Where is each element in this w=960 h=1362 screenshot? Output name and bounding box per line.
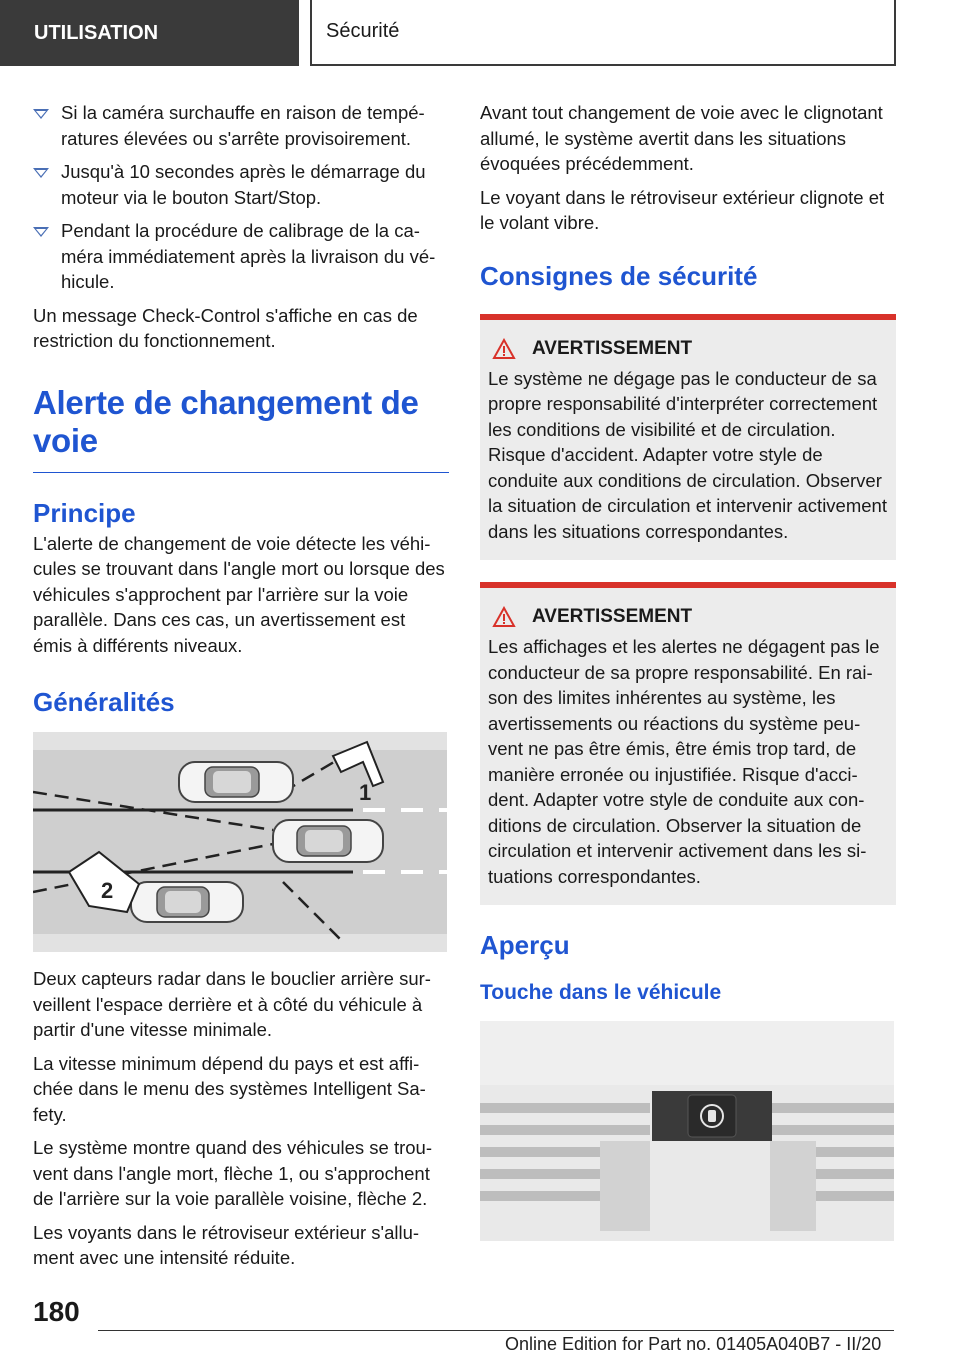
warning-text: Le système ne dégage pas le conducteur de sa propre responsabilité d'interpréter correctement les conditions de visibilité et de circulation. Risque d'accident. Adapter votre style de conduite aux conditions de circulation. Observer la situation de circulation et intervenir activement dans les situations correspondantes. bbox=[488, 367, 887, 542]
condition-list bbox=[33, 100, 449, 295]
apercu-heading: Aperçu bbox=[480, 930, 570, 960]
paragraph: Le voyant dans le rétroviseur extérieur clignote et le volant vibre. bbox=[480, 186, 885, 233]
list-item: Jusqu'à 10 secondes après le démarrage du moteur via le bouton Start/Stop. bbox=[33, 159, 449, 210]
vehicle-button-photo bbox=[480, 1021, 894, 1241]
left-column bbox=[33, 100, 449, 1279]
paragraph: Avant tout changement de voie avec le clignotant allumé, le système avertit dans les situations évoquées précédemment. bbox=[480, 102, 883, 174]
edition-text: Online Edition for Part no. 01405A040B7 - II/20 bbox=[505, 1334, 882, 1354]
triangle-bullet-icon bbox=[33, 227, 49, 237]
generalites-heading: Généralités bbox=[33, 687, 175, 717]
paragraph: Le système montre quand des véhicules se trouvent dans l'angle mort, flèche 1, ou s'approchent de l'arrière sur la voie parallèle voisine, flèche 2. bbox=[33, 1137, 432, 1209]
checkcontrol-text: Un message Check-Control s'affiche en cas de restriction du fonctionnement. bbox=[33, 304, 418, 351]
car-top bbox=[179, 762, 293, 802]
warning-title: AVERTISSEMENT bbox=[532, 606, 693, 627]
warning-title: AVERTISSEMENT bbox=[532, 337, 693, 359]
car-bottom bbox=[131, 882, 243, 922]
warning-box bbox=[480, 582, 896, 905]
chapter-tab: Sécurité bbox=[310, 0, 896, 66]
footer-divider bbox=[98, 1330, 894, 1331]
warning-box bbox=[480, 314, 896, 561]
right-column bbox=[480, 100, 896, 1255]
warning-triangle-icon bbox=[492, 338, 516, 360]
car-ego bbox=[273, 820, 383, 862]
section-tab: UTILISATION bbox=[0, 0, 299, 66]
svg-text:2: 2 bbox=[101, 878, 114, 903]
touche-heading: Touche dans le véhicule bbox=[480, 981, 722, 1004]
principe-text: L'alerte de changement de voie détecte les véhicules se trouvant dans l'angle mort ou lorsque des véhicules s'approchent par l'arrière sur la voie parallèle. Dans ces cas, un avertissement est émis à différents niveaux. bbox=[33, 532, 445, 656]
svg-text:1: 1 bbox=[359, 780, 372, 805]
page-title: Alerte de changement de voie bbox=[33, 384, 449, 473]
lane-change-illustration bbox=[33, 732, 447, 952]
principe-heading: Principe bbox=[33, 497, 136, 528]
list-item: Pendant la procédure de calibrage de la caméra immédiatement après la livraison du véhicule. bbox=[33, 218, 449, 295]
triangle-bullet-icon bbox=[33, 168, 49, 178]
page-number: 180 bbox=[33, 1296, 80, 1327]
triangle-bullet-icon bbox=[33, 109, 49, 119]
list-item: Si la caméra surchauffe en raison de températures élevées ou s'arrête provisoirement. bbox=[33, 100, 449, 151]
warning-text: Les affichages et les alertes ne dégagent pas le conducteur de sa propre responsabilité. En raison des limites inhérentes au système, les avertissements ou réactions du système peuvent ne pas être émis, être émis trop tard, de manière erronée ou injustifiée. Risque d'accident. Adapter votre style de conduite aux conditions de circulation. Observer la situation de circulation et intervenir activement dans les situations correspondantes. bbox=[488, 636, 880, 887]
paragraph: Deux capteurs radar dans le bouclier arrière surveillent l'espace derrière et à côté du véhicule à partir d'une vitesse minimale. bbox=[33, 968, 431, 1040]
warning-triangle-icon bbox=[492, 606, 516, 628]
consignes-heading: Consignes de sécurité bbox=[480, 260, 758, 291]
paragraph: La vitesse minimum dépend du pays et est affichée dans le menu des systèmes Intelligent Safety. bbox=[33, 1052, 426, 1125]
paragraph: Les voyants dans le rétroviseur extérieur s'allument avec une intensité réduite. bbox=[33, 1221, 420, 1268]
page-header bbox=[0, 0, 960, 66]
